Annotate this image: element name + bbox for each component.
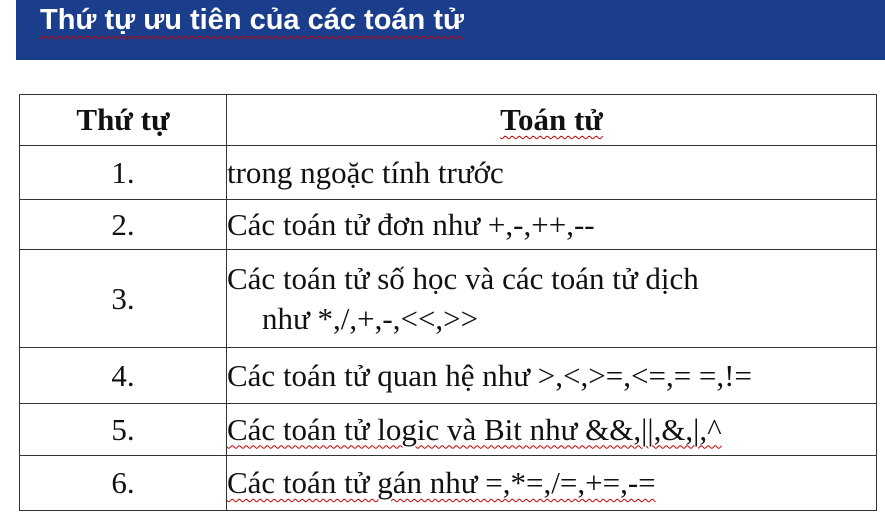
table-row [20,404,877,456]
operators-cell: trong ngoặc tính trước [227,146,877,200]
slide-title: Thứ tự ưu tiên của các toán tử [40,4,464,36]
order-cell: 4. [20,348,227,404]
order-cell: 2. [20,200,227,250]
table-row [20,146,877,200]
column-header-operators: Toán tử [227,95,877,146]
order-cell: 1. [20,146,227,200]
order-cell: 5. [20,404,227,456]
operators-cell: Các toán tử quan hệ như >,<,>=,<=,= =,!= [227,348,877,404]
title-bar [16,0,885,60]
order-cell: 3. [20,250,227,348]
title-accent [0,0,16,40]
operators-cell: Các toán tử gán như =,*=,/=,+=,-= [227,456,877,511]
operators-cell: Các toán tử logic và Bit như &&,||,&,|,^ [227,404,877,456]
table-row [20,348,877,404]
table-header-row [20,95,877,146]
operator-precedence-table [19,94,877,511]
operators-cell: Các toán tử số học và các toán tử dịch như *,/,+,-,<<,>> [227,250,877,348]
table-row [20,250,877,348]
table-row [20,200,877,250]
order-cell: 6. [20,456,227,511]
operators-cell: Các toán tử đơn như +,-,++,-- [227,200,877,250]
column-header-order: Thứ tự [20,95,227,146]
table-row [20,456,877,511]
